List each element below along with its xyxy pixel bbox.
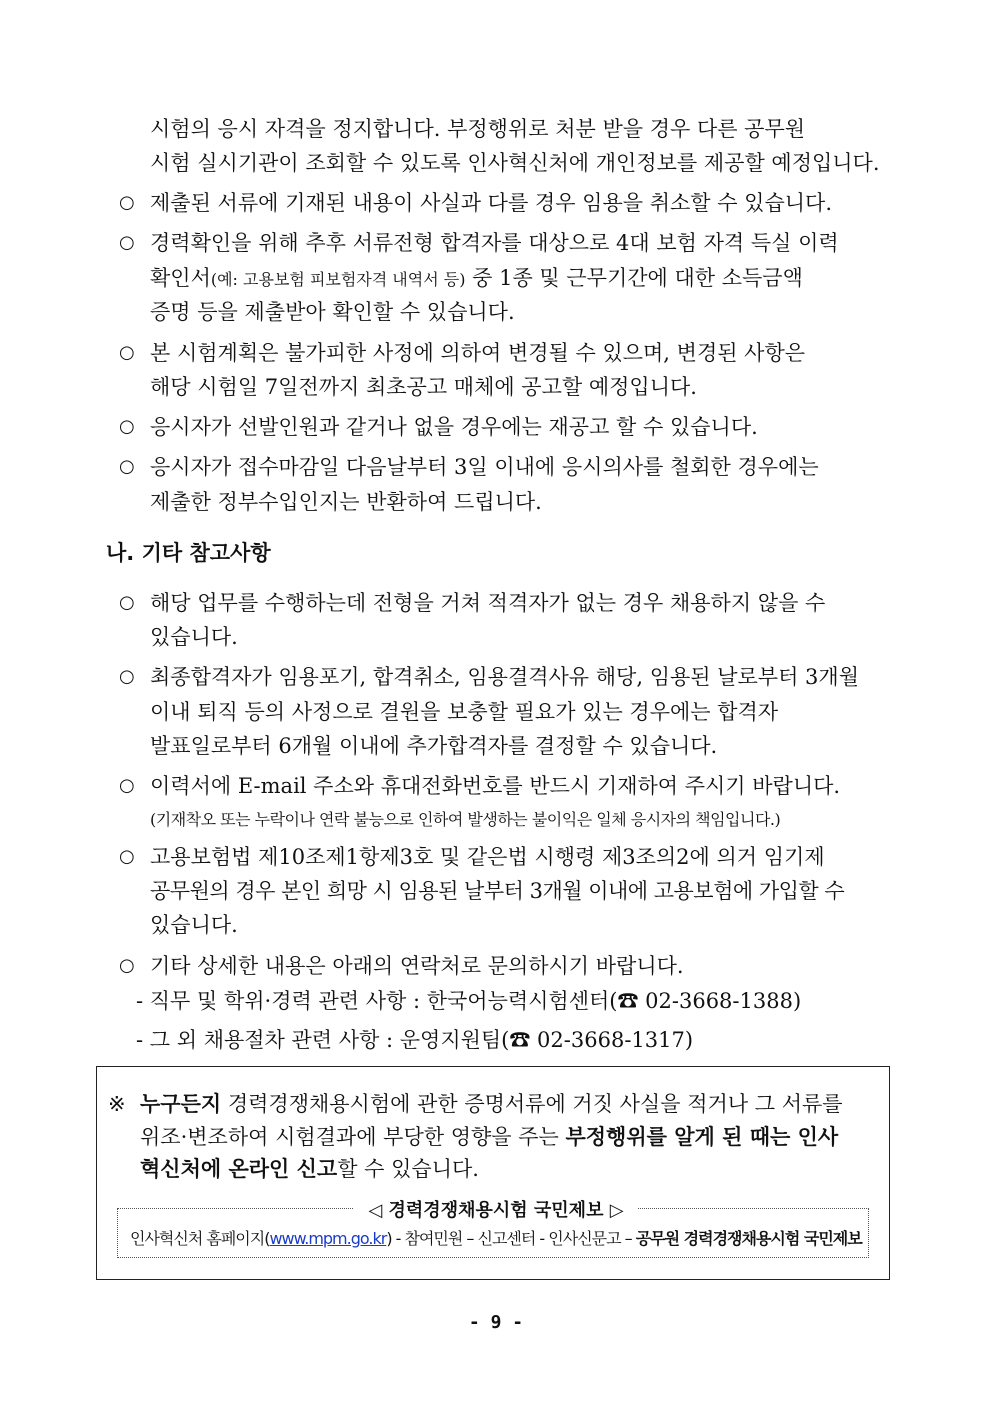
bullet-marker: ○ [119,592,135,613]
text-line: 발표일로부터 6개월 이내에 추가합격자를 결정할 수 있습니다. [150,734,718,758]
text-line: 경력확인을 위해 추후 서류전형 합격자를 대상으로 4대 보험 자격 득실 이력 [150,231,839,255]
text-segment: 경력경쟁채용시험에 관한 증명서류에 거짓 사실을 적거나 그 서류를 [221,1092,843,1116]
text-line: 시험 실시기관이 조회할 수 있도록 인사혁신처에 개인정보를 제공할 예정입니다. [150,151,880,175]
text-line: 증명 등을 제출받아 확인할 수 있습니다. [150,300,515,324]
page-number: - 9 - [468,1312,524,1333]
text-segment: ) - 참여민원 – 신고센터 - 인사신문고 – [386,1229,636,1248]
bullet-marker: ○ [119,846,135,867]
contact-line: - 그 외 채용절차 관련 사항 : 운영지원팀(☎ 02-3668-1317) [136,1028,694,1052]
bullet-marker: ○ [119,666,135,687]
text-line: 있습니다. [150,913,238,937]
notice-emphasis: 누구든지 [140,1092,222,1116]
notice-line [140,1088,843,1120]
section-heading: 나. 기타 참고사항 [106,541,271,565]
bullet-marker: ○ [119,456,135,477]
bullet-marker: ○ [119,232,135,253]
notice-line [140,1121,838,1153]
text-line: 응시자가 선발인원과 같거나 없을 경우에는 재공고 할 수 있습니다. [150,415,758,439]
text-line: 해당 시험일 7일전까지 최초공고 매체에 공고할 예정입니다. [150,375,697,399]
notice-emphasis: 부정행위를 알게 된 때는 인사 [565,1125,839,1149]
report-path-emphasis: 공무원 경력경쟁채용시험 국민제보 [635,1229,862,1248]
homepage-link[interactable]: www.mpm.go.kr [269,1229,387,1248]
text-note: (예: 고용보험 피보험자격 내역서 등) [210,270,466,289]
text-segment: 위조·변조하여 시험결과에 부당한 영향을 주는 [140,1125,566,1149]
text-line: 제출된 서류에 기재된 내용이 사실과 다를 경우 임용을 취소할 수 있습니다. [150,191,833,215]
text-line [150,263,803,295]
report-path [130,1226,862,1249]
text-line: 공무원의 경우 본인 희망 시 임용된 날부터 3개월 이내에 고용보험에 가입할 수 [150,879,845,903]
notice-line [140,1153,479,1185]
text-line: 제출한 정부수입인지는 반환하여 드립니다. [150,490,542,514]
report-subtitle-text: ◁ 경력경쟁채용시험 국민제보 ▷ [354,1200,637,1221]
bullet-marker: ○ [119,192,135,213]
bullet-marker: ○ [119,416,135,437]
text-line: 해당 업무를 수행하는데 전형을 거쳐 적격자가 없는 경우 채용하지 않을 수 [150,591,826,615]
text-segment: 확인서 [150,266,211,290]
text-line: 고용보험법 제10조제1항제3호 및 같은법 시행령 제3조의2에 의거 임기제 [150,845,825,869]
notice-mark: ※ [108,1092,126,1116]
report-subtitle [0,1196,992,1222]
text-line: 이내 퇴직 등의 사정으로 결원을 보충할 필요가 있는 경우에는 합격자 [150,700,779,724]
text-line: 있습니다. [150,625,238,649]
bullet-marker: ○ [119,342,135,363]
text-segment: 인사혁신처 홈페이지( [130,1229,270,1248]
text-line: 이력서에 E-mail 주소와 휴대전화번호를 반드시 기재하여 주시기 바랍니다. [150,774,841,798]
text-segment: 할 수 있습니다. [337,1157,479,1181]
notice-emphasis: 혁신처에 온라인 신고 [140,1157,338,1181]
text-segment: 중 1종 및 근무기간에 대한 소득금액 [465,266,803,290]
text-line: 본 시험계획은 불가피한 사정에 의하여 변경될 수 있으며, 변경된 사항은 [150,341,806,365]
contact-line: - 직무 및 학위·경력 관련 사항 : 한국어능력시험센터(☎ 02-3668-1388) [136,989,802,1013]
text-line: 시험의 응시 자격을 정지합니다. 부정행위로 처분 받을 경우 다른 공무원 [150,117,806,141]
text-line: 최종합격자가 임용포기, 합격취소, 임용결격사유 해당, 임용된 날로부터 3개월 [150,665,859,689]
text-line: 기타 상세한 내용은 아래의 연락처로 문의하시기 바랍니다. [150,954,684,978]
bullet-marker: ○ [119,775,135,796]
text-note: (기재착오 또는 누락이나 연락 불능으로 인하여 발생하는 불이익은 일체 응시자의 책임입니다.) [150,810,781,829]
text-line: 응시자가 접수마감일 다음날부터 3일 이내에 응시의사를 철회한 경우에는 [150,455,819,479]
bullet-marker: ○ [119,955,135,976]
